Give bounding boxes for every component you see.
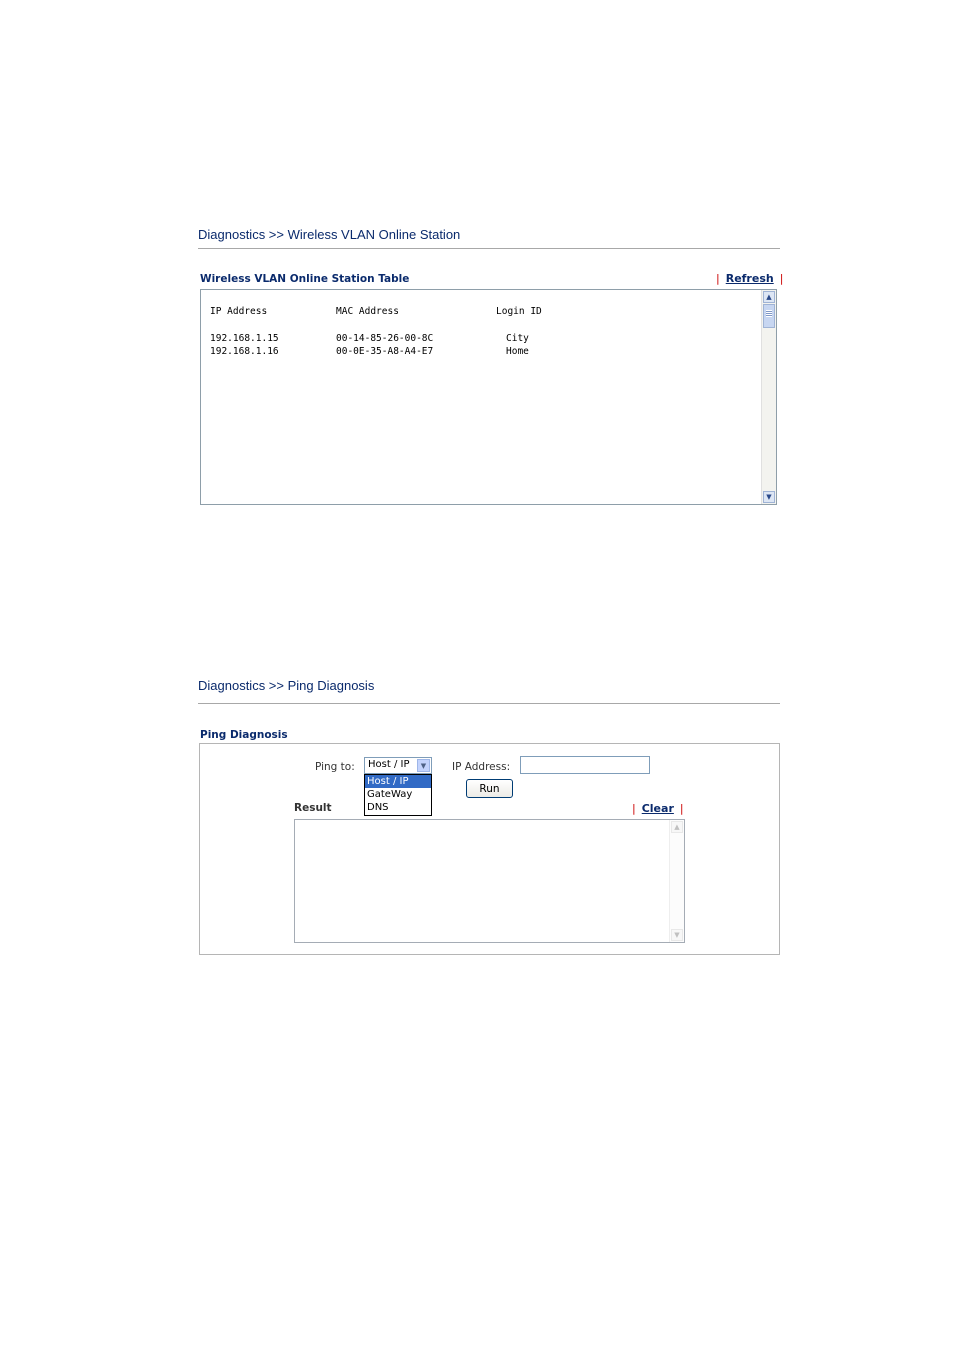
ping-option-host[interactable]: Host / IP (365, 775, 431, 788)
result-label: Result (294, 802, 332, 814)
ping-to-selected-value: Host / IP (368, 759, 410, 770)
cell-mac: 00-14-85-26-00-8C (336, 333, 434, 344)
title-divider (198, 703, 780, 704)
page-title-wvlan: Diagnostics >> Wireless VLAN Online Station (198, 227, 461, 242)
chevron-up-icon[interactable]: ▲ (763, 291, 775, 303)
ping-to-dropdown[interactable] (364, 774, 432, 816)
cell-ip: 192.168.1.16 (210, 346, 279, 357)
page-title-ping: Diagnostics >> Ping Diagnosis (198, 678, 375, 693)
title-divider (198, 248, 780, 249)
pipe-separator: | (779, 272, 784, 285)
col-header-ip: IP Address (210, 306, 268, 317)
col-header-login: Login ID (496, 306, 542, 317)
table-row (201, 333, 761, 345)
cell-login: City (506, 333, 529, 344)
table-row (201, 346, 761, 358)
ip-address-input[interactable] (520, 756, 650, 774)
ip-address-label: IP Address: (452, 761, 511, 773)
run-button[interactable]: Run (466, 779, 513, 798)
pipe-separator: | (679, 802, 684, 815)
ping-option-gateway[interactable]: GateWay (367, 789, 413, 800)
refresh-link[interactable]: Refresh (725, 272, 774, 285)
refresh-link-group (716, 272, 783, 285)
result-scrollbar[interactable] (669, 820, 684, 942)
chevron-down-icon[interactable]: ▼ (763, 491, 775, 503)
wvlan-table-title: Wireless VLAN Online Station Table (200, 273, 410, 285)
cell-ip: 192.168.1.15 (210, 333, 279, 344)
cell-login: Home (506, 346, 529, 357)
ping-panel (199, 743, 780, 955)
clear-link-group (632, 802, 684, 815)
ping-to-select[interactable] (364, 757, 432, 774)
col-header-mac: MAC Address (336, 306, 399, 317)
cell-mac: 00-0E-35-A8-A4-E7 (336, 346, 434, 357)
chevron-down-icon[interactable]: ▼ (417, 759, 430, 772)
ping-section-title: Ping Diagnosis (200, 729, 288, 741)
clear-link[interactable]: Clear (641, 802, 674, 815)
chevron-down-icon[interactable]: ▼ (671, 929, 683, 941)
ping-to-label: Ping to: (315, 761, 355, 773)
chevron-up-icon[interactable]: ▲ (671, 821, 683, 833)
wvlan-station-list[interactable] (200, 289, 777, 505)
pipe-separator: | (716, 272, 720, 285)
ping-option-dns[interactable]: DNS (367, 802, 389, 813)
result-textarea[interactable] (294, 819, 685, 943)
vertical-scrollbar[interactable] (761, 290, 776, 504)
pipe-separator: | (632, 802, 636, 815)
scrollbar-thumb[interactable] (763, 304, 775, 328)
